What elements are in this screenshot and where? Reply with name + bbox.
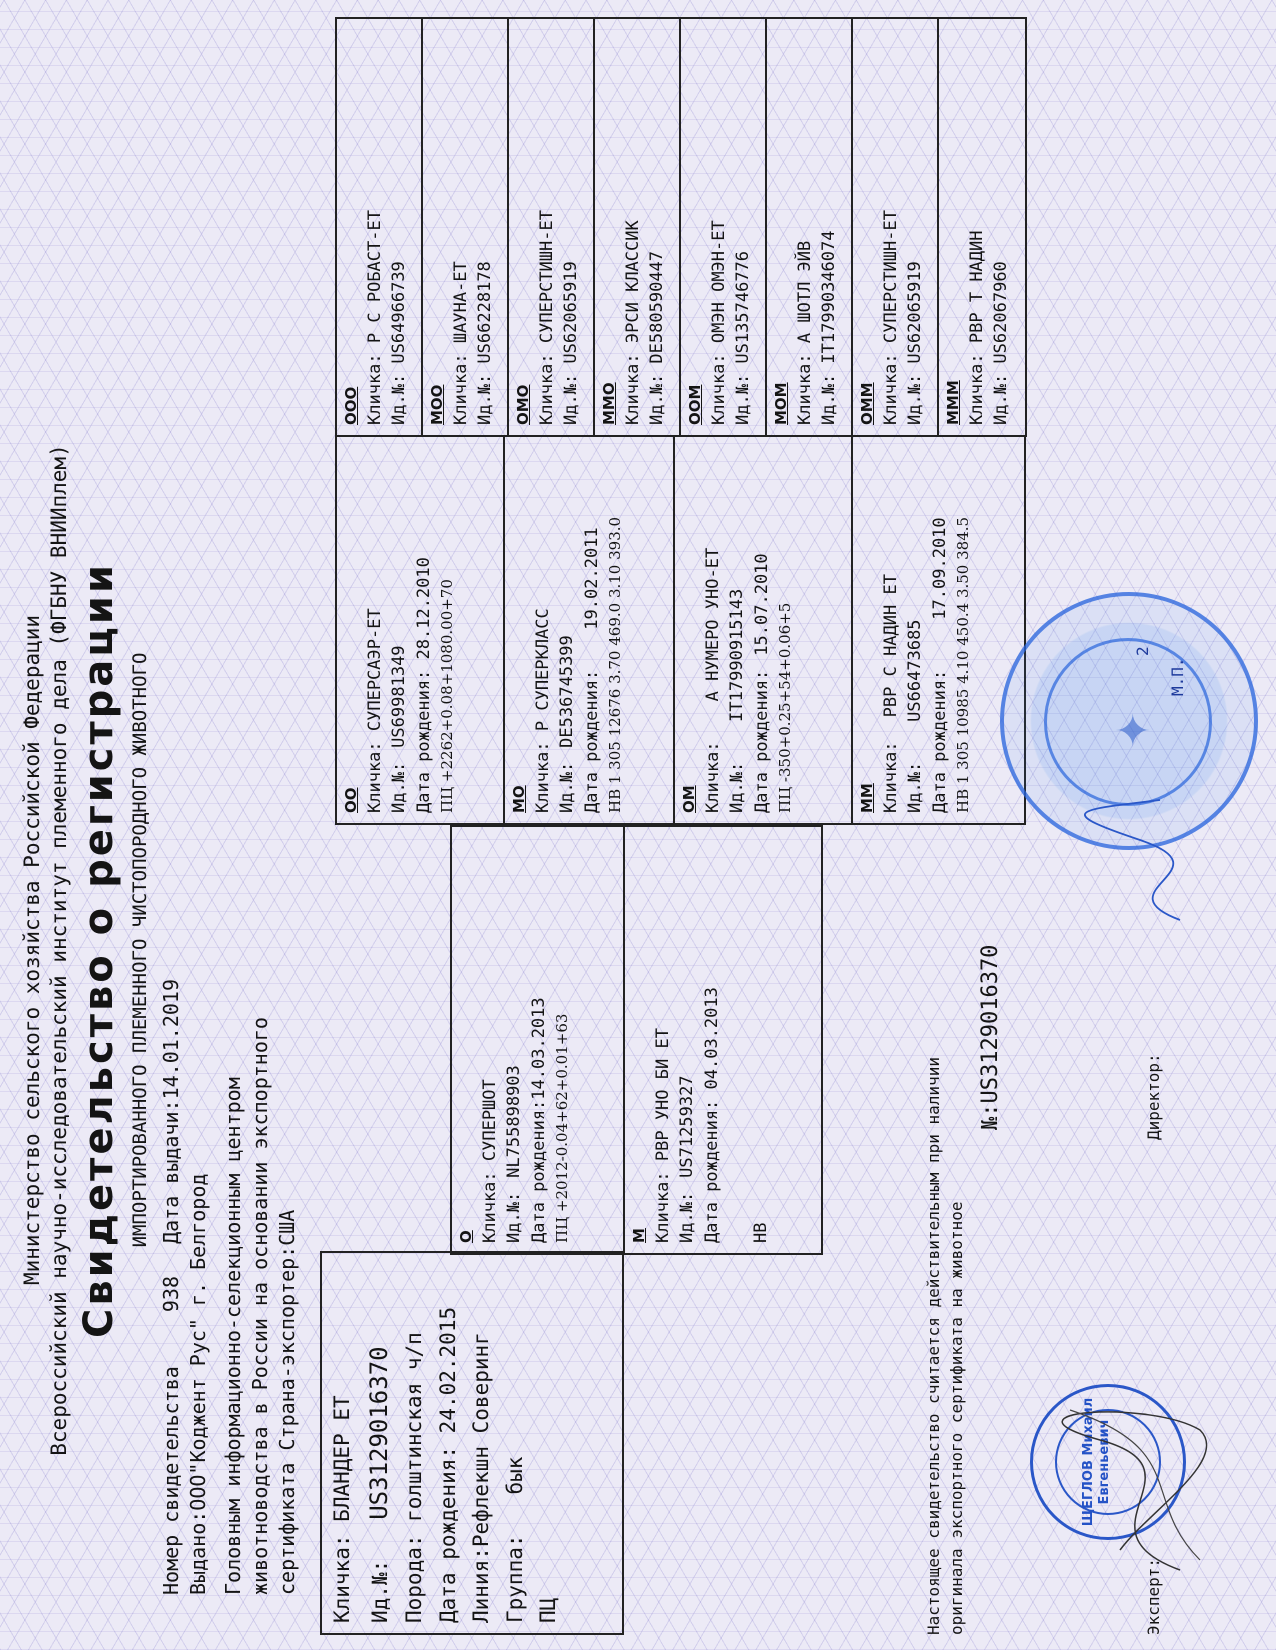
- animal-breed: Порода: голштинская ч/п: [401, 1332, 426, 1623]
- omm-id-label: Ид.№:: [905, 373, 926, 425]
- mm-id-row: [903, 447, 928, 813]
- animal-box: [320, 1251, 624, 1635]
- m-birth: Дата рождения: 04.03.2013: [702, 987, 723, 1243]
- ministry-title: Министерство сельского хозяйства Российской Федерации: [20, 614, 44, 1286]
- oo-name: Кличка: СУПЕРСАЭР-ЕТ: [364, 608, 385, 813]
- omm-id: US62065919: [905, 261, 926, 364]
- mp-label: М.П.: [1168, 657, 1187, 696]
- mm-hb: НВ 1 305 10985 4.10 450.4 3.50 384.5: [953, 516, 972, 813]
- mmo-name-label: Кличка:: [622, 353, 643, 425]
- center-line-3: сертификата Страна-экспортер:США: [275, 1209, 299, 1595]
- oo-id-row: [387, 447, 412, 813]
- number-label: Номер свидетельства: [159, 1366, 183, 1595]
- mo-birth-label: Дата рождения:: [582, 669, 603, 813]
- o-id: NL755898903: [504, 1065, 525, 1178]
- ggp-cell-moo: [421, 17, 509, 437]
- certificate-number: 938: [159, 1276, 183, 1313]
- ooo-code: ООО: [342, 386, 360, 425]
- mmm-id-row: [989, 29, 1014, 425]
- mom-name: А ШОТЛ ЭЙВ: [794, 240, 815, 344]
- o-code: О: [457, 1230, 475, 1243]
- omo-name-row: [535, 29, 560, 425]
- mmm-code: МММ: [944, 380, 962, 425]
- oo-birth: Дата рождения: 28.12.2010: [414, 557, 435, 813]
- ooo-id-row: [387, 29, 412, 425]
- mmm-id: US62067960: [991, 261, 1012, 364]
- moo-id-label: Ид.№:: [475, 373, 496, 425]
- mo-id-label: Ид.№:: [557, 761, 578, 813]
- mp-number: 2: [1133, 646, 1152, 656]
- mom-id-label: Ид.№:: [819, 373, 840, 425]
- oo-id: US69981349: [389, 645, 410, 748]
- grandsire-cell-om: [673, 435, 853, 825]
- mo-id-row: [555, 447, 580, 813]
- m-id-row: [675, 837, 700, 1243]
- mo-code: МО: [510, 785, 528, 813]
- expert-stamp-name: ЩЕГЛОВ Михаил Евгеньевич: [1081, 1397, 1112, 1527]
- mmo-id-label: Ид.№:: [647, 373, 668, 425]
- animal-name: БЛАНДЕР ЕТ: [330, 1395, 354, 1522]
- animal-group-label: Группа:: [502, 1534, 527, 1623]
- mm-name-row: [879, 447, 904, 813]
- mom-id-row: [817, 29, 842, 425]
- o-id-row: [502, 837, 527, 1243]
- institute-title: Всероссийский научно-исследовательский институт племенного дела (ФГБНУ ВНИИплем): [47, 444, 71, 1456]
- mom-name-row: [793, 29, 818, 425]
- ggp-cell-mmm: [937, 17, 1027, 437]
- animal-birth-label: Дата рождения:: [435, 1445, 460, 1623]
- certificate-number-line: [160, 979, 183, 1595]
- ggp-cell-ooo: [335, 17, 423, 437]
- expert-signature: [1030, 1390, 1230, 1590]
- omo-id-row: [559, 29, 584, 425]
- director-label: Директор:: [1144, 1053, 1163, 1140]
- mom-name-label: Кличка:: [794, 353, 815, 425]
- om-name-row: [701, 447, 726, 813]
- ooo-name-label: Кличка:: [364, 353, 385, 425]
- m-name: Кличка: РВР УНО БИ ЕТ: [652, 1028, 673, 1243]
- om-birth-label: Дата рождения:: [752, 669, 773, 813]
- oom-id-row: [731, 29, 756, 425]
- animal-group-row: [499, 1263, 533, 1623]
- issued-to: Выдано:ООО"Коджент Рус" г. Белгород: [186, 1173, 210, 1595]
- ooo-id: US64966739: [389, 261, 410, 364]
- issue-date-label: Дата выдачи:: [159, 1099, 183, 1244]
- mm-name: РВР С НАДИН ЕТ: [880, 574, 901, 718]
- mm-birth: 17.09.2010: [930, 517, 951, 620]
- validity-line-2: оригинала экспортного сертификата на животное: [947, 1201, 966, 1635]
- m-code: М: [630, 1228, 648, 1243]
- oo-pc: ПЦ +2262+0.08+1080.00+70: [437, 579, 456, 813]
- omo-name-label: Кличка:: [536, 353, 557, 425]
- sire-cell-o: [450, 825, 625, 1255]
- mm-id: US66473685: [905, 619, 926, 722]
- grandsire-cell-oo: [335, 435, 505, 825]
- mom-code: МОМ: [772, 382, 790, 425]
- oom-name-label: Кличка:: [708, 353, 729, 425]
- mmm-name: РВР Т НАДИН: [966, 230, 987, 344]
- mm-birth-row: [928, 447, 953, 813]
- ggp-cell-mom: [765, 17, 853, 437]
- omo-name: СУПЕРСТИШН-ЕТ: [536, 210, 557, 344]
- animal-birth: 24.02.2015: [435, 1306, 460, 1434]
- omm-name-row: [879, 29, 904, 425]
- animal-birth-row: [432, 1263, 466, 1623]
- mmo-code: ММО: [600, 382, 618, 425]
- oom-code: ООМ: [686, 384, 704, 425]
- animal-id-label: Ид.№:: [367, 1559, 392, 1623]
- om-birth-row: [750, 447, 775, 813]
- m-id-label: Ид.№:: [677, 1191, 698, 1243]
- om-pc: ПЦ -350+0.25+54+0.06+5: [775, 602, 794, 813]
- oom-id-label: Ид.№:: [733, 373, 754, 425]
- certificate-subtitle: ИМПОРТИРОВАННОГО ПЛЕМЕННОГО ЧИСТОПОРОДНОГО ЖИВОТНОГО: [129, 652, 151, 1248]
- issue-date: 14.01.2019: [159, 978, 183, 1100]
- mmm-id-label: Ид.№:: [991, 373, 1012, 425]
- omm-name: СУПЕРСТИШН-ЕТ: [880, 210, 901, 344]
- m-hb: НВ: [750, 1222, 771, 1243]
- omm-id-row: [903, 29, 928, 425]
- animal-name-label: Кличка:: [330, 1534, 354, 1623]
- moo-id: US66228178: [475, 261, 496, 364]
- animal-line: Линия:Рефлекшн Соверинг: [469, 1332, 494, 1623]
- mo-birth: 19.02.2011: [582, 527, 603, 630]
- om-id-label: Ид.№:: [727, 761, 748, 813]
- mm-birth-label: Дата рождения:: [930, 669, 951, 813]
- mom-id: IT17990346074: [819, 230, 840, 364]
- center-line-2: животноводства в России на основании экспортного: [248, 1017, 272, 1595]
- om-birth: 15.07.2010: [752, 553, 773, 656]
- eagle-emblem-icon: ✦: [1094, 711, 1164, 748]
- ooo-name: Р С РОБАСТ-ЕТ: [364, 210, 385, 344]
- moo-name-row: [449, 29, 474, 425]
- ggp-cell-omm: [851, 17, 939, 437]
- omm-name-label: Кличка:: [880, 353, 901, 425]
- expert-label: Эксперт:: [1144, 1557, 1163, 1635]
- animal-pc: ПЦ: [536, 1597, 561, 1623]
- om-id: IT17990915143: [727, 588, 748, 722]
- omo-id-label: Ид.№:: [561, 373, 582, 425]
- oom-id: US135746776: [733, 250, 754, 364]
- mo-hb: НВ 1 305 12676 3.70 469.0 3.10 393.0: [605, 516, 624, 813]
- mmm-name-label: Кличка:: [966, 353, 987, 425]
- om-code: ОМ: [680, 785, 698, 813]
- o-name: Кличка: СУПЕРШОТ: [479, 1079, 500, 1243]
- m-id: US71259327: [677, 1075, 698, 1178]
- ggp-cell-omo: [507, 17, 595, 437]
- certificate-number-footer: №:US3129016370: [978, 944, 1003, 1130]
- mo-id: DE536745399: [557, 635, 578, 748]
- oo-code: ОО: [342, 787, 360, 813]
- om-name: А НУМЕРО УНО-ЕТ: [702, 547, 723, 702]
- validity-line-1: Настоящее свидетельство считается действительным при наличии: [924, 1057, 943, 1635]
- o-pc: ПЦ +2012-0.04+62+0.01+63: [552, 1013, 571, 1243]
- mmo-name-row: [621, 29, 646, 425]
- granddam-cell-mo: [503, 435, 675, 825]
- granddam-cell-mm: [851, 435, 1026, 825]
- moo-id-row: [473, 29, 498, 425]
- moo-code: МОО: [428, 384, 446, 425]
- animal-group: бык: [502, 1456, 527, 1495]
- mm-name-label: Кличка:: [880, 741, 901, 813]
- omo-code: ОМО: [514, 384, 532, 425]
- animal-name-row: [326, 1263, 360, 1623]
- ggp-cell-mmo: [593, 17, 681, 437]
- animal-id: US3129016370: [364, 1346, 393, 1520]
- mo-name: Кличка: Р СУПЕРКЛАСС: [532, 608, 553, 813]
- oom-name: ОМЭН ОМЭН-ЕТ: [708, 220, 729, 344]
- mmo-id-row: [645, 29, 670, 425]
- animal-id-row: [360, 1263, 398, 1623]
- certificate-title: Свидетельство о регистрации: [76, 562, 122, 1338]
- omm-code: ОММ: [858, 382, 876, 425]
- dam-cell-m: [623, 825, 823, 1255]
- ooo-name-row: [363, 29, 388, 425]
- mo-birth-row: [580, 447, 605, 813]
- moo-name-label: Кличка:: [450, 353, 471, 425]
- o-id-label: Ид.№:: [504, 1191, 525, 1243]
- mm-code: ММ: [858, 783, 876, 813]
- mmo-name: ЭРСИ КЛАССИК: [622, 220, 643, 344]
- director-signature: [1040, 790, 1240, 930]
- mmo-id: DE580590447: [647, 250, 668, 364]
- center-line-1: Головным информационно-селекционным центром: [221, 1077, 245, 1595]
- omo-id: US62065919: [561, 261, 582, 364]
- om-name-label: Кличка:: [702, 741, 723, 813]
- moo-name: ШАУНА-ЕТ: [450, 261, 471, 344]
- ggp-cell-oom: [679, 17, 767, 437]
- mmm-name-row: [965, 29, 990, 425]
- oom-name-row: [707, 29, 732, 425]
- ooo-id-label: Ид.№:: [389, 373, 410, 425]
- om-id-row: [725, 447, 750, 813]
- oo-id-label: Ид.№:: [389, 761, 410, 813]
- o-birth: Дата рождения:14.03.2013: [529, 997, 550, 1243]
- mm-id-label: Ид.№:: [905, 761, 926, 813]
